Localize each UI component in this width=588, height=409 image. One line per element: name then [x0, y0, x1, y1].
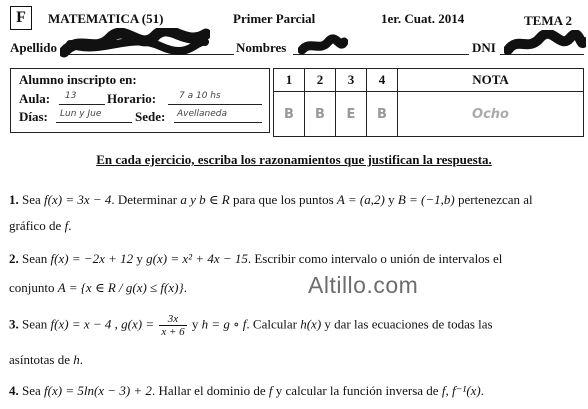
aula-value: 13	[65, 91, 77, 101]
grade-header-3: 3	[336, 69, 367, 92]
exercise-3-sep: ,	[114, 316, 118, 332]
exercise-2-text: Sean	[22, 251, 48, 266]
exercise-4-text: Sea	[22, 383, 41, 398]
apellido-label: Apellido	[10, 40, 57, 55]
exercise-2-period: .	[183, 280, 187, 295]
grade-header-1: 1	[274, 69, 305, 92]
exercise-1-line-2	[9, 218, 71, 234]
exercise-4-f: f(x) = 5ln(x − 3) + 2	[44, 383, 152, 398]
exercise-3-var: h	[73, 352, 80, 367]
exercise-2-text: y	[136, 251, 143, 266]
exercise-4-fvar: f	[441, 383, 446, 398]
sede-value: Avellaneda	[177, 109, 228, 119]
exercise-3-g-denominator: x + 6	[161, 326, 185, 338]
exercise-3-hx: h(x)	[300, 316, 322, 332]
exercise-1-text: y	[388, 192, 395, 207]
exercise-1-point-b: B = (−1,b)	[397, 192, 455, 207]
exercise-2-line-1	[9, 251, 502, 267]
exercise-1-text: . Determinar	[111, 192, 178, 207]
nombres-redaction	[298, 34, 348, 56]
watermark-altillo: Altillo.com	[308, 272, 419, 298]
subject-title: MATEMATICA (51)	[48, 11, 164, 26]
exercise-3-g-fraction	[159, 313, 186, 338]
exercise-3-g-numerator: 3x	[159, 313, 186, 326]
exercise-2-text: conjunto	[9, 280, 55, 295]
exercise-2-number: 2.	[9, 251, 19, 266]
dias-line	[56, 122, 132, 123]
exercise-1-line-1	[9, 192, 533, 208]
apellido-redaction	[60, 28, 210, 58]
exercise-2-g: g(x) = x² + 4x − 15	[146, 251, 248, 266]
exercise-2-f: f(x) = −2x + 12	[50, 251, 134, 266]
exercise-4-line-1	[9, 383, 484, 399]
exercise-4-number: 4.	[9, 383, 19, 398]
exercise-4-text: y calcular la función inversa de	[275, 383, 439, 398]
nombres-label: Nombres	[236, 40, 287, 55]
grade-value-1: B	[274, 92, 305, 137]
exercise-3-line-1	[9, 313, 493, 338]
exercise-2-line-2	[9, 280, 187, 296]
enrollment-box	[10, 68, 270, 133]
exercise-3-number: 3.	[9, 316, 19, 332]
exercise-4-sep: ,	[445, 383, 449, 398]
exercise-3-text: . Calcular	[246, 316, 297, 332]
aula-label: Aula:	[19, 91, 51, 106]
grade-header-nota: NOTA	[398, 69, 584, 92]
exercise-1-point-a: A = (a,2)	[336, 192, 385, 207]
exercise-3-h: h = g ∘ f	[201, 316, 247, 332]
exercise-1-text: Sea	[22, 192, 41, 207]
exercise-2-text: . Escribir como intervalo o unión de intervalos el	[247, 251, 503, 266]
grade-header-4: 4	[367, 69, 398, 92]
dias-value: Lun y Jue	[60, 109, 102, 119]
exercise-3-text: asíntotas de	[9, 352, 71, 367]
exercise-1-text: para que los puntos	[232, 192, 334, 207]
exercise-1-var: f	[64, 218, 69, 233]
term-label: 1er. Cuat. 2014	[381, 11, 465, 26]
grade-value-3: E	[336, 92, 367, 137]
exercise-3-period: .	[79, 352, 84, 367]
dni-redaction	[504, 30, 586, 58]
exercise-3-f: f(x) = x − 4	[50, 316, 112, 332]
grades-table	[273, 68, 584, 137]
horario-line	[168, 104, 262, 105]
grade-value-2: B	[305, 92, 336, 137]
grade-value-nota: Ocho	[398, 92, 584, 137]
exercise-1-text: pertenezcan al	[457, 192, 533, 207]
dni-label: DNI	[472, 40, 496, 55]
exercise-3-text: Sean	[22, 316, 48, 332]
exercise-1-period: .	[68, 218, 72, 233]
grade-header-2: 2	[305, 69, 336, 92]
exercise-4-finv: f⁻¹(x)	[451, 383, 481, 398]
exercise-2-set: A = {x ∈ R / g(x) ≤ f(x)}	[57, 280, 184, 295]
sede-label: Sede:	[135, 109, 166, 124]
aula-line	[59, 104, 105, 105]
exercise-4-text: . Hallar el dominio de	[151, 383, 266, 398]
exercise-1-vars: a y b ∈ R	[180, 192, 230, 207]
dias-label: Días:	[19, 109, 48, 124]
horario-label: Horario:	[107, 91, 157, 106]
exercise-4-fvar: f	[268, 383, 273, 398]
exercise-1-function: f(x) = 3x − 4	[44, 192, 112, 207]
exercise-1-number: 1.	[9, 192, 19, 207]
tema-label: TEMA 2	[524, 13, 573, 28]
exercise-1-text: gráfico de	[9, 218, 62, 233]
horario-value: 7 a 10 hs	[179, 91, 221, 101]
sede-line	[174, 122, 262, 123]
form-letter-box: F	[10, 6, 32, 30]
exercise-3-text: y	[191, 316, 199, 332]
exam-name: Primer Parcial	[233, 11, 316, 26]
exercise-3-g-lhs: g(x) =	[121, 316, 155, 332]
enrollment-title: Alumno inscripto en:	[19, 72, 137, 87]
exercise-3-text: y dar las ecuaciones de todas las	[324, 316, 493, 332]
exercise-4-period: .	[480, 383, 485, 398]
exercise-3-line-2	[9, 352, 83, 368]
grade-value-4: B	[367, 92, 398, 137]
instructions: En cada ejercicio, escriba los razonamientos que justifican la respuesta.	[96, 152, 492, 167]
